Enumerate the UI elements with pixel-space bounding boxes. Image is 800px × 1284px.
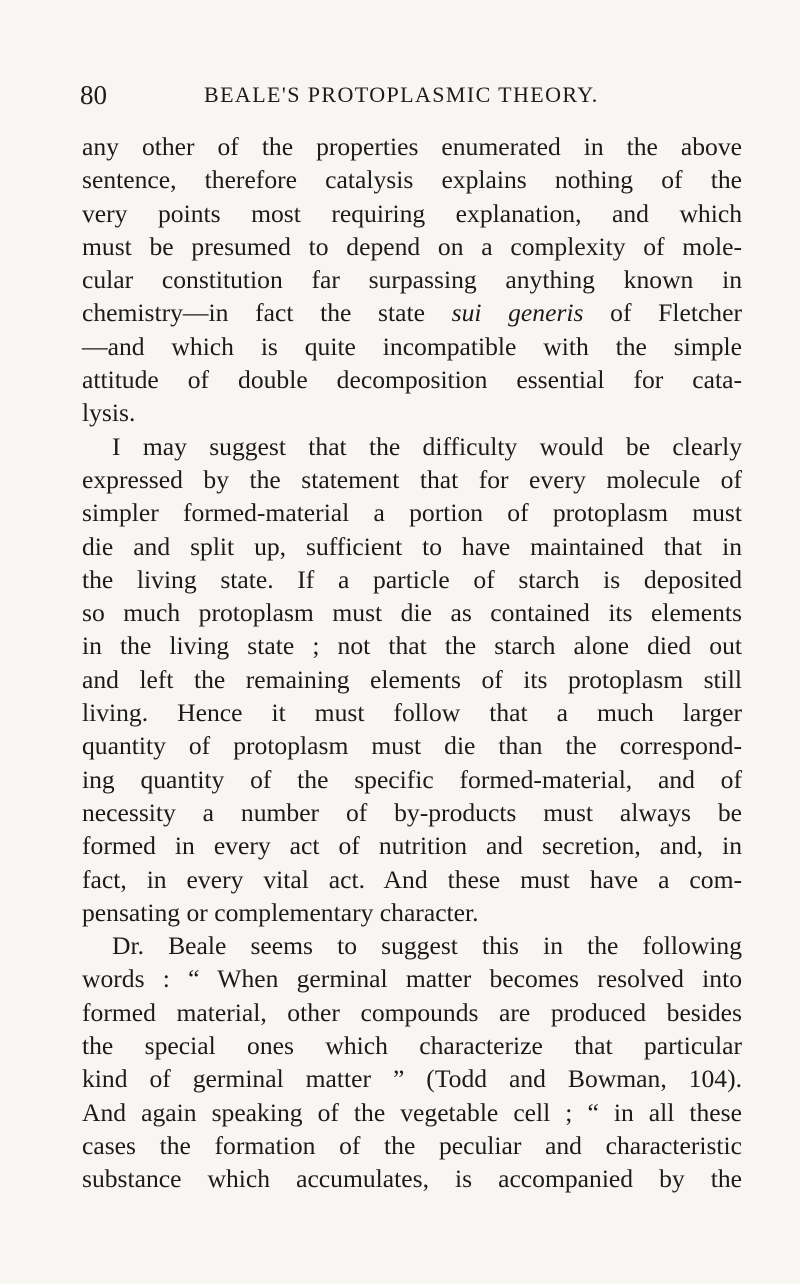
text-line-3: very points most requiring explanation, and which [82, 198, 742, 228]
line-6-start: chemistry—in fact the state [82, 298, 425, 328]
text-line-30: And again speaking of the vegetable cell ; “ in all these [82, 1097, 742, 1127]
text-line-9: lysis. [82, 398, 136, 428]
text-line-10: I may suggest that the difficulty would be clearly [112, 431, 742, 461]
text-line-21: necessity a number of by-products must always be [82, 797, 742, 827]
text-line-14: the living state. If a particle of starch is deposited [82, 564, 742, 594]
text-line-17: and left the remaining elements of its protoplasm still [82, 664, 742, 694]
text-line-23: fact, in every vital act. And these must have a com- [82, 864, 742, 894]
text-line-8: attitude of double decomposition essential for cata- [82, 365, 742, 395]
text-line-7: —and which is quite incompatible with the simple [82, 331, 742, 361]
running-head [80, 78, 740, 112]
text-line-4: must be presumed to depend on a complexity of mole- [82, 231, 742, 261]
text-line-18: living. Hence it must follow that a much larger [82, 698, 742, 728]
line-6-end: of Fletcher [610, 298, 742, 328]
text-line-20: ing quantity of the specific formed-material, and of [82, 764, 742, 794]
text-line-16: in the living state ; not that the starch alone died out [82, 631, 742, 661]
text-line-13: die and split up, sufficient to have maintained that in [82, 531, 742, 561]
text-line-26: words : “ When germinal matter becomes resolved into [82, 964, 742, 994]
text-line-5: cular constitution far surpassing anything known in [82, 265, 742, 295]
running-title: BEALE'S PROTOPLASMIC THEORY. [204, 82, 599, 107]
text-line-22: formed in every act of nutrition and secretion, and, in [82, 831, 742, 861]
text-line-12: simpler formed-material a portion of protoplasm must [82, 498, 742, 528]
text-line-29: kind of germinal matter ” (Todd and Bowman, 104). [82, 1064, 742, 1094]
text-line-6 [82, 296, 742, 329]
text-line-27: formed material, other compounds are produced besides [82, 997, 742, 1027]
text-line-24: pensating or complementary character. [82, 897, 479, 927]
italic-phrase: sui generis [451, 298, 584, 328]
text-line-11: expressed by the statement that for every molecule of [82, 464, 742, 494]
page-number: 80 [80, 80, 107, 110]
text-line-19: quantity of protoplasm must die than the correspond- [82, 731, 742, 761]
text-line-2: sentence, therefore catalysis explains nothing of the [82, 165, 742, 195]
text-line-15: so much protoplasm must die as contained its elements [82, 598, 742, 628]
text-line-25: Dr. Beale seems to suggest this in the following [112, 931, 742, 961]
body-text [82, 130, 742, 1196]
text-line-32: substance which accumulates, is accompanied by the [82, 1164, 742, 1194]
text-line-28: the special ones which characterize that particular [82, 1031, 742, 1061]
text-line-1: any other of the properties enumerated in the above [82, 132, 742, 161]
text-line-31: cases the formation of the peculiar and characteristic [82, 1130, 742, 1160]
